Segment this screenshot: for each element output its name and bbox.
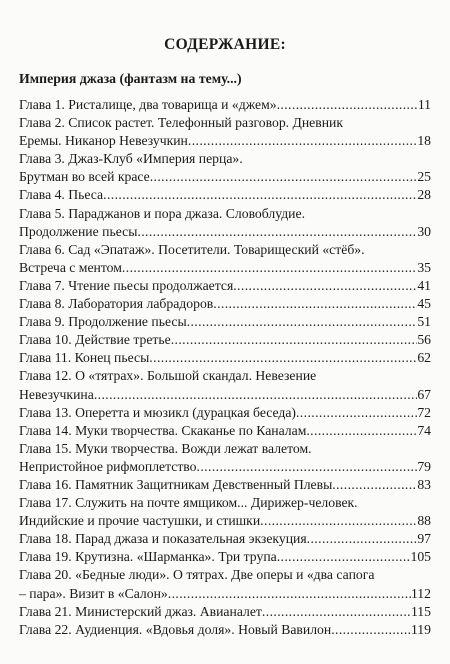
- toc-entry: [19, 476, 431, 494]
- toc-entry-text: Глава 12. О «тятрах». Большой скандал. Невезение: [19, 368, 317, 384]
- toc-entry: [19, 367, 431, 385]
- toc-entry: [19, 566, 431, 584]
- toc-entry: [19, 621, 431, 639]
- dot-leader: [332, 476, 417, 494]
- dot-leader: [137, 223, 417, 241]
- toc-entry: [19, 458, 431, 476]
- toc-entry: [19, 548, 431, 566]
- toc-page-number: 74: [417, 422, 431, 438]
- toc-entry: [19, 404, 431, 422]
- dot-leader: [331, 621, 411, 639]
- toc-entry-text: Глава 21. Министерский джаз. Авианалет: [19, 603, 262, 619]
- dot-leader: [307, 530, 418, 548]
- toc-entry: [19, 259, 431, 277]
- toc-page-number: 67: [417, 386, 431, 402]
- toc-entry: [19, 277, 431, 295]
- toc-entry: [19, 150, 431, 168]
- toc-entry-text: Брутман во всей красе: [19, 169, 150, 185]
- toc-entry: [19, 585, 431, 603]
- toc-entry-text: Индийские и прочие частушки, и стишки: [19, 513, 261, 529]
- toc-page-number: 112: [410, 585, 431, 601]
- toc-entry: [19, 223, 431, 241]
- toc-entry: [19, 313, 431, 331]
- page-title: СОДЕРЖАНИЕ:: [164, 36, 286, 53]
- toc-entry-text: Глава 13. Оперетта и мюзикл (дурацкая беседа): [19, 404, 296, 420]
- toc-entry-text: Встреча с ментом: [19, 259, 122, 275]
- section-title: Империя джаза (фантазм на тему...): [19, 71, 242, 86]
- toc-entry: [19, 205, 431, 223]
- toc-page-number: 25: [417, 169, 431, 185]
- toc-page-number: 83: [417, 476, 431, 492]
- toc-page-number: 119: [410, 621, 431, 637]
- toc-page-number: 18: [417, 133, 431, 149]
- dot-leader: [122, 259, 417, 277]
- toc-entry-text: Глава 17. Служить на почте ямщиком... Дирижер-человек.: [19, 495, 358, 511]
- toc-page-number: 62: [417, 350, 431, 366]
- toc-entry: [19, 132, 431, 150]
- toc-entry: [19, 386, 431, 404]
- toc-page-number: 41: [417, 277, 431, 293]
- dot-leader: [296, 404, 417, 422]
- dot-leader: [197, 458, 418, 476]
- toc-page-number: 88: [417, 513, 431, 529]
- dot-leader: [171, 331, 418, 349]
- toc-entry-text: Глава 2. Список растет. Телефонный разговор. Дневник: [19, 115, 344, 131]
- toc-page-number: 45: [417, 296, 431, 312]
- toc-entry-text: Непристойное рифмоплетство: [19, 458, 197, 474]
- dot-leader: [149, 349, 417, 367]
- dot-leader: [233, 277, 417, 295]
- dot-leader: [277, 548, 411, 566]
- dot-leader: [187, 313, 418, 331]
- toc-entry-text: Глава 11. Конец пьесы: [19, 350, 150, 366]
- toc-entry-text: Продолжение пьесы: [19, 223, 138, 239]
- toc-page-number: 79: [417, 458, 431, 474]
- toc-page-number: 30: [417, 223, 431, 239]
- toc-entry-text: Глава 8. Лаборатория лабрадоров: [19, 296, 214, 312]
- toc-entry: [19, 349, 431, 367]
- toc-page-number: 11: [417, 97, 431, 112]
- toc-entry-text: Глава 20. «Бедные люди». О тятрах. Две оперы и «два сапога: [19, 567, 375, 583]
- toc-entry-text: Глава 7. Чтение пьесы продолжается: [19, 277, 234, 293]
- toc-entry-text: Глава 3. Джаз-Клуб «Империя перца».: [19, 151, 243, 167]
- toc-entry-text: Глава 16. Памятник Защитникам Девственный Плевы: [19, 476, 333, 492]
- toc-entry: [19, 114, 431, 132]
- toc-page-number: 51: [417, 314, 431, 330]
- toc-entry-text: Глава 1. Ристалище, два товарища и «джем»: [19, 97, 277, 112]
- toc-entry: [19, 186, 431, 204]
- toc-entry-text: Глава 19. Крутизна. «Шарманка». Три трупа: [19, 549, 277, 565]
- dot-leader: [188, 132, 417, 150]
- toc-entry-text: Глава 5. Параджанов и пора джаза. Словоблудие.: [19, 205, 305, 221]
- toc-entry: [19, 295, 431, 313]
- dot-leader: [213, 295, 417, 313]
- toc-entry-text: Глава 15. Муки творчества. Вожди лежат валетом.: [19, 440, 312, 456]
- toc-entry-text: Глава 22. Аудиенция. «Вдовья доля». Новый Вавилон: [19, 621, 332, 637]
- toc-entry: [19, 168, 431, 186]
- toc-entry-text: Глава 14. Муки творчества. Скаканье по Каналам: [19, 422, 307, 438]
- toc-page-number: 35: [417, 259, 431, 275]
- dot-leader: [260, 512, 417, 530]
- toc-entry: [19, 241, 431, 259]
- dot-leader: [150, 168, 418, 186]
- dot-leader: [277, 96, 418, 114]
- toc-page-number: 97: [417, 531, 431, 547]
- toc-entry-text: Невезучкина: [19, 386, 94, 402]
- dot-leader: [103, 186, 417, 204]
- toc-entry: [19, 494, 431, 512]
- toc-entry: [19, 96, 431, 114]
- toc-page-number: 115: [410, 603, 431, 619]
- toc-page-number: 56: [417, 332, 431, 348]
- dot-leader: [168, 585, 411, 603]
- toc-entry: [19, 440, 431, 458]
- toc-entry: [19, 530, 431, 548]
- toc-entry-text: Глава 10. Действие третье: [19, 332, 171, 348]
- dot-leader: [306, 422, 417, 440]
- toc-page-number: 72: [417, 404, 431, 420]
- toc-entry-text: Глава 9. Продолжение пьесы: [19, 314, 187, 330]
- toc-entry-text: – пара». Визит в «Салон»: [19, 585, 168, 601]
- toc-entry-text: Глава 18. Парад джаза и показательная экзекуция: [19, 531, 307, 547]
- toc-entry-text: Глава 4. Пьеса: [19, 187, 104, 203]
- toc-page-number: 105: [410, 549, 431, 565]
- toc-entry: [19, 603, 431, 621]
- toc-page-number: 28: [417, 187, 431, 203]
- toc-entry-text: Глава 6. Сад «Эпатаж». Посетители. Товарищеский «стёб».: [19, 241, 365, 257]
- table-of-contents: [19, 96, 431, 639]
- toc-entry: [19, 422, 431, 440]
- toc-entry: [19, 331, 431, 349]
- toc-entry: [19, 512, 431, 530]
- dot-leader: [262, 603, 411, 621]
- dot-leader: [94, 386, 418, 404]
- toc-entry-text: Еремы. Никанор Невезучкин: [19, 133, 188, 149]
